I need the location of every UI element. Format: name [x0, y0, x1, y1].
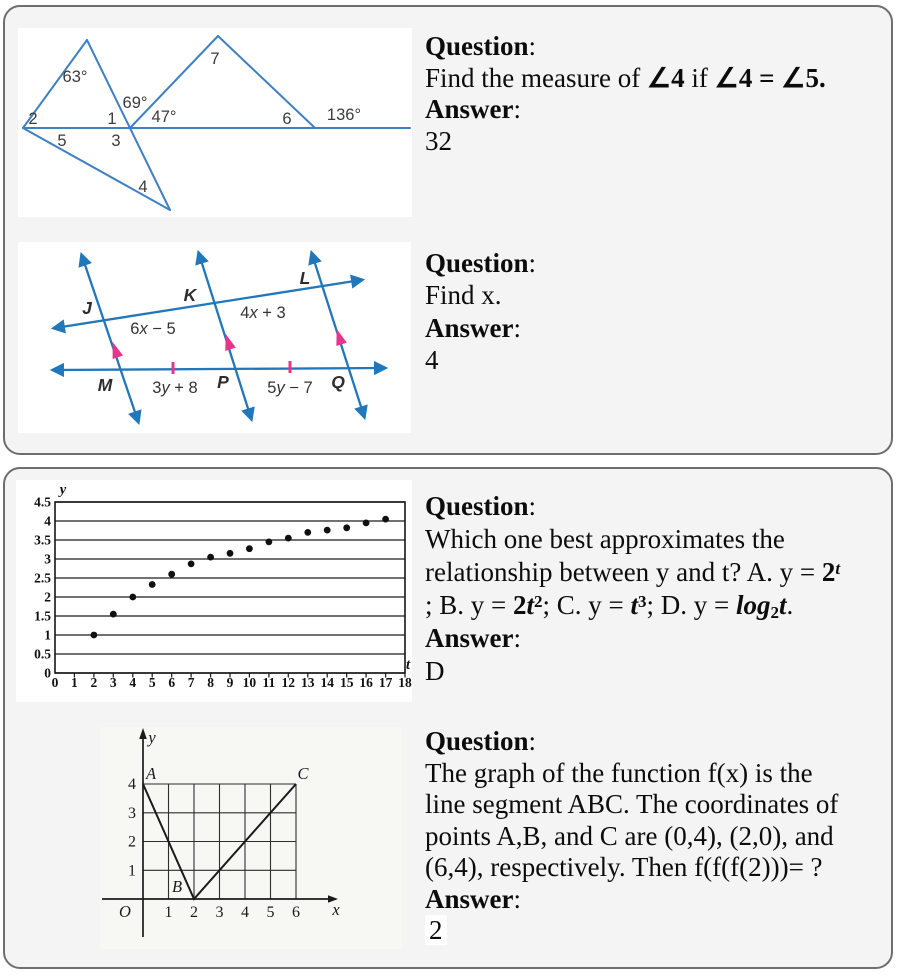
- x-tick-label: 2: [90, 675, 98, 690]
- origin-label: O: [119, 902, 131, 921]
- answer-heading: Answer:: [425, 883, 522, 914]
- y-tick-label: 4: [128, 776, 136, 793]
- question-text: Find the measure of ∠4 if ∠4 = ∠5.: [425, 62, 826, 93]
- x-tick-label: 13: [301, 675, 315, 690]
- answer-text: D: [425, 656, 445, 686]
- segment-MP-label: 3y + 8: [152, 379, 198, 397]
- data-point: [382, 516, 389, 523]
- blue-lines: [54, 254, 384, 421]
- y-tick-label: 3: [128, 804, 136, 822]
- figure-angles-panel: [18, 28, 412, 217]
- x-tick-label: 3: [109, 675, 117, 690]
- y-tick-label: 4: [44, 513, 51, 529]
- data-point: [207, 554, 214, 561]
- x-tick-label: 16: [359, 675, 373, 690]
- x-tick-label: 12: [281, 675, 296, 690]
- data-point: [110, 611, 117, 618]
- point-K-label: K: [183, 285, 197, 305]
- qa-block-2: [425, 247, 536, 376]
- x-tick-label: 7: [187, 675, 195, 690]
- scatter-chart: [16, 480, 412, 702]
- y-tick-label: 2: [44, 589, 51, 605]
- answer-heading: Answer:: [425, 94, 522, 124]
- y-tick-label: 3: [44, 551, 51, 567]
- y-axis-arrow-icon: [139, 728, 147, 739]
- x-tick-label: 18: [398, 675, 412, 690]
- line-graph-figure: [100, 727, 402, 949]
- y-tick-label: 0.5: [34, 646, 51, 662]
- qa-block-3: [425, 490, 840, 688]
- point-C-label: C: [297, 764, 309, 783]
- x-tick-label: 2: [190, 904, 198, 921]
- data-point: [188, 561, 195, 568]
- x-tick-label: 8: [207, 675, 214, 690]
- data-point: [227, 550, 234, 557]
- parallel-lines-figure: [18, 242, 411, 433]
- data-point: [304, 529, 311, 536]
- x-tick-label: 5: [148, 675, 156, 690]
- point-J-label: J: [82, 298, 92, 318]
- angle-136-label: 136°: [326, 106, 362, 124]
- x-tick-label: 0: [51, 675, 59, 690]
- answer-heading: Answer:: [425, 623, 522, 653]
- y-tick-label: 2.5: [34, 570, 51, 586]
- x-tick-label: 3: [215, 904, 224, 921]
- qa-block-4: [425, 726, 838, 947]
- angle-69-label: 69°: [122, 94, 148, 112]
- angle-4-label: 4: [138, 178, 148, 196]
- data-point: [266, 539, 273, 546]
- angles-figure: [18, 28, 412, 217]
- question-text-line4: (6,4), respectively. Then f(f(f(2)))= ?: [425, 852, 823, 882]
- question-text-line1: Which one best approximates the: [425, 524, 785, 554]
- y-tick-label: 2: [128, 833, 136, 851]
- x-tick-label: 1: [71, 675, 78, 690]
- x-tick-label: 4: [129, 675, 137, 690]
- question-heading: Question:: [425, 31, 537, 61]
- data-point: [343, 524, 350, 531]
- segment-KL-label: 4x + 3: [240, 304, 286, 322]
- x-tick-label: 6: [292, 904, 300, 921]
- x-axis-label: t: [405, 657, 411, 673]
- point-B-label: B: [171, 877, 183, 896]
- segment-JK-label: 6x − 5: [130, 320, 176, 338]
- data-point: [129, 594, 136, 601]
- scatter-generated-layer: [34, 495, 412, 691]
- data-point: [246, 545, 253, 552]
- angle-1-label: 1: [107, 110, 117, 128]
- angle-3-label: 3: [111, 132, 121, 150]
- y-tick-label: 3.5: [34, 532, 51, 548]
- point-P-label: P: [217, 372, 229, 392]
- point-L-label: L: [299, 268, 311, 288]
- data-point: [149, 581, 156, 588]
- answer-text: 4: [425, 344, 439, 375]
- question-text-line2: line segment ABC. The coordinates of: [425, 789, 839, 819]
- question-text-line3: points A,B, and C are (0,4), (2,0), and: [425, 820, 834, 851]
- point-M-label: M: [97, 375, 113, 395]
- angle-6-label: 6: [282, 110, 292, 128]
- y-tick-label: 0: [44, 665, 51, 681]
- answer-text: 32: [425, 125, 452, 156]
- y-axis-label: y: [59, 482, 67, 498]
- question-heading: Question:: [425, 248, 537, 278]
- qa-block-1: [425, 31, 826, 157]
- y-axis-label: y: [148, 728, 156, 747]
- y-tick-label: 4.5: [34, 494, 51, 510]
- parallel-arrow-icon: [107, 340, 123, 359]
- figure-parallel-panel: [18, 242, 411, 433]
- angle-2-label: 2: [28, 110, 38, 128]
- plot-box: [55, 502, 405, 673]
- graph-labels: [119, 728, 340, 921]
- parallel-arrow-icon: [220, 332, 235, 351]
- question-heading: Question:: [425, 726, 537, 756]
- x-tick-label: 1: [164, 904, 173, 921]
- data-point: [91, 632, 98, 639]
- x-tick-label: 6: [168, 675, 176, 690]
- point-Q-label: Q: [331, 372, 345, 392]
- answer-heading: Answer:: [425, 312, 522, 343]
- question-text-line1: The graph of the function f(x) is the: [425, 757, 813, 788]
- angle-5-label: 5: [57, 132, 67, 150]
- x-tick-label: 14: [320, 675, 334, 690]
- data-point: [324, 527, 331, 534]
- segment-PQ-label: 5y − 7: [267, 379, 313, 397]
- figure-scatter-panel: [16, 480, 412, 702]
- data-point: [363, 520, 370, 527]
- x-tick-label: 11: [262, 675, 276, 690]
- question-text-line2: relationship between y and t? A. $y = 2^t$: [425, 557, 841, 587]
- angle-63-label: 63°: [62, 68, 88, 86]
- question-heading: Question:: [425, 491, 537, 521]
- data-point: [168, 571, 175, 578]
- x-tick-label: 15: [339, 675, 354, 690]
- x-tick-label: 17: [378, 675, 393, 690]
- angle-47-label: 47°: [151, 108, 177, 126]
- parallel-arrow-icon: [331, 327, 346, 346]
- y-tick-label: 1: [44, 627, 51, 643]
- y-tick-label: 1: [128, 862, 136, 880]
- question-text: Find x.: [425, 280, 502, 311]
- data-point: [285, 535, 292, 542]
- x-tick-label: 10: [242, 675, 257, 690]
- x-tick-label: 5: [266, 904, 275, 921]
- point-A-label: A: [145, 764, 157, 783]
- x-tick-label: 4: [241, 904, 249, 921]
- x-tick-label: 9: [226, 675, 234, 690]
- x-axis-label: x: [332, 900, 340, 919]
- figure-line-graph-panel: [100, 727, 402, 949]
- y-tick-label: 1.5: [34, 608, 51, 624]
- question-text-line3: ; B. $y = 2t^2$; C. $y = t^3$; D. $y = \log_2t$.: [425, 590, 794, 622]
- answer-text: 2: [425, 915, 838, 947]
- angle-7-label: 7: [210, 50, 220, 68]
